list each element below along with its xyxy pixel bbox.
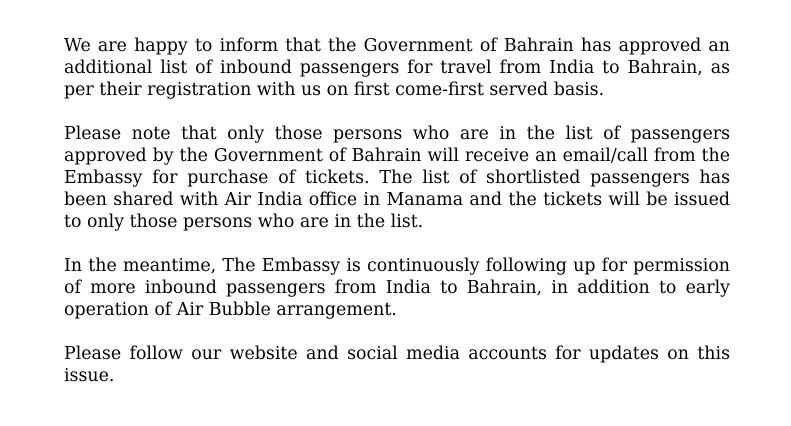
paragraph-follow-up: In the meantime, The Embassy is continuously following up for permission of more inbound passengers from India to Bahrain, in addition to early operation of Air Bubble arrangement. — [64, 256, 730, 320]
paragraph-tickets: Please note that only those persons who are in the list of passengers approved by the Government of Bahrain will receive an email/call from the Embassy for purchase of tickets. The list of shortlisted passengers has been shared with Air India office in Manama and the tickets will be issued to only those persons who are in the list. — [64, 124, 730, 232]
document-body — [64, 35, 730, 387]
paragraph-approval: We are happy to inform that the Government of Bahrain has approved an additional list of inbound passengers for travel from India to Bahrain, as per their registration with us on first come-first served basis. — [64, 36, 730, 100]
paragraph-updates: Please follow our website and social media accounts for updates on this issue. — [64, 344, 730, 386]
